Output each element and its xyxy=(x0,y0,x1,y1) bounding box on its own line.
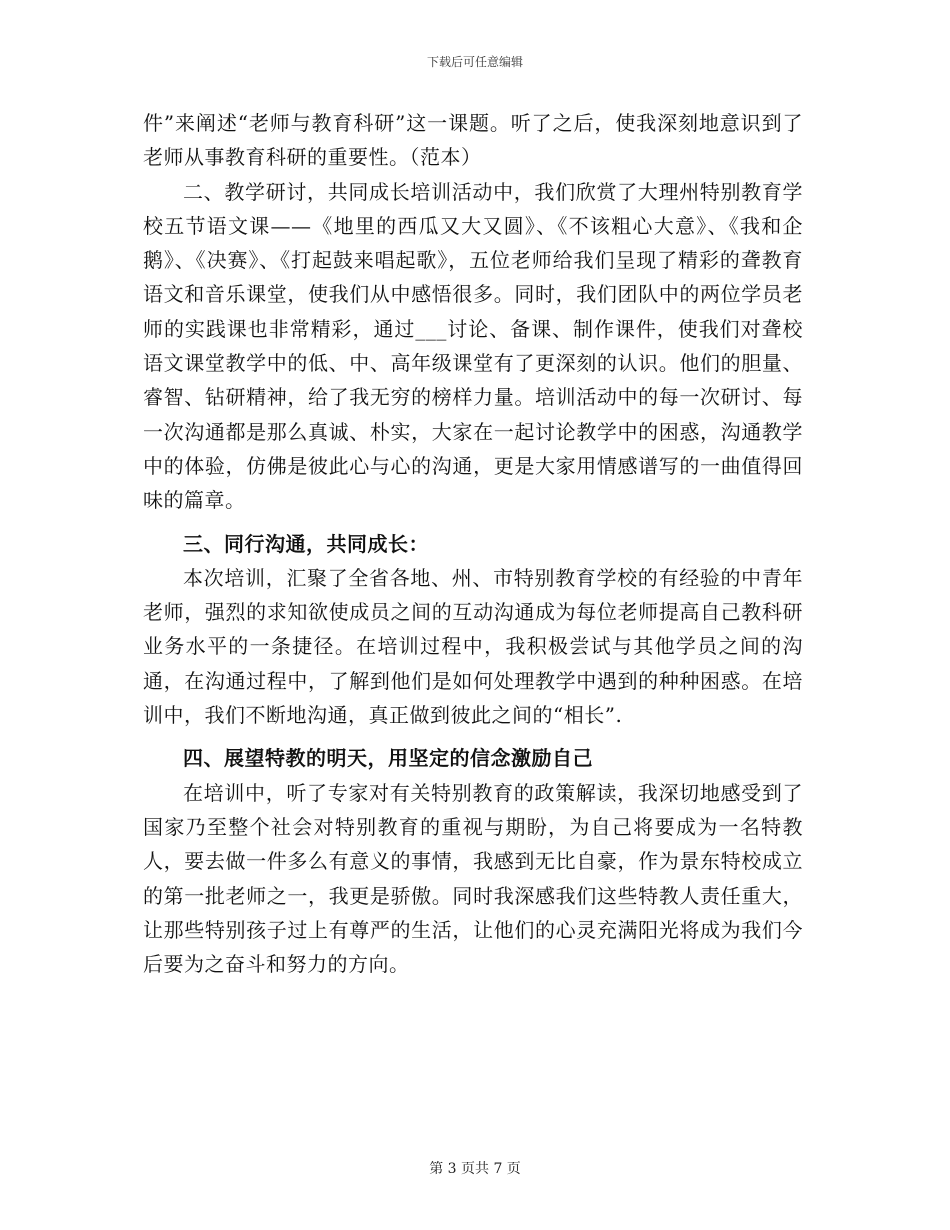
paragraph-continuation: 件”来阐述“老师与教育科研”这一课题。听了之后，使我深刻地意识到了老师从事教育科研的重要性。（范本） xyxy=(143,111,803,170)
paragraph-section-3: 本次培训，汇聚了全省各地、州、市特别教育学校的有经验的中青年老师，强烈的求知欲使成员之间的互动沟通成为每位老师提高自己教科研业务水平的一条捷径。在培训过程中，我积极尝试与其他学员之间的沟通，在沟通过程中，了解到他们是如何处理教学中遇到的种种困惑。在培训中，我们不断地沟通，真正做到彼此之间的“相长”. xyxy=(143,565,803,728)
document-body xyxy=(143,106,803,981)
spacer xyxy=(143,732,803,741)
page-header: 下载后可任意编辑 xyxy=(426,55,523,69)
heading-section-4: 四、展望特教的明天，用坚定的信念激励自己 xyxy=(183,746,593,771)
paragraph-section-2: 二、教学研讨，共同成长培训活动中，我们欣赏了大理州特别教育学校五节语文课——《地里的西瓜又大又圆》、《不该粗心大意》、《我和企鹅》、《决赛》、《打起鼓来唱起歌》，五位老师给我们呈现了精彩的聋教育语文和音乐课堂，使我们从中感悟很多。同时，我们团队中的两位学员老师的实践课也非常精彩，通过___讨论、备课、制作课件，使我们对聋校语文课堂教学中的低、中、高年级课堂有了更深刻的认识。他们的胆量、睿智、钻研精神，给了我无穷的榜样力量。培训活动中的每一次研讨、每一次沟通都是那么真诚、朴实，大家在一起讨论教学中的困惑，沟通教学中的体验，仿佛是彼此心与心的沟通，更是大家用情感谱写的一曲值得回味的篇章。 xyxy=(143,179,803,513)
heading-section-3: 三、同行沟通，共同成长： xyxy=(183,531,429,556)
spacer xyxy=(143,518,803,527)
page-number: 第 3 页共 7 页 xyxy=(429,1161,521,1177)
paragraph-section-4: 在培训中，听了专家对有关特别教育的政策解读，我深切地感受到了国家乃至整个社会对特别教育的重视与期盼，为自己将要成为一名特教人，要去做一件多么有意义的事情，我感到无比自豪，作为景东特校成立的第一批老师之一，我更是骄傲。同时我深感我们这些特教人责任重大，让那些特别孩子过上有尊严的生活，让他们的心灵充满阳光将成为我们今后要为之奋斗和努力的方向。 xyxy=(143,780,803,977)
